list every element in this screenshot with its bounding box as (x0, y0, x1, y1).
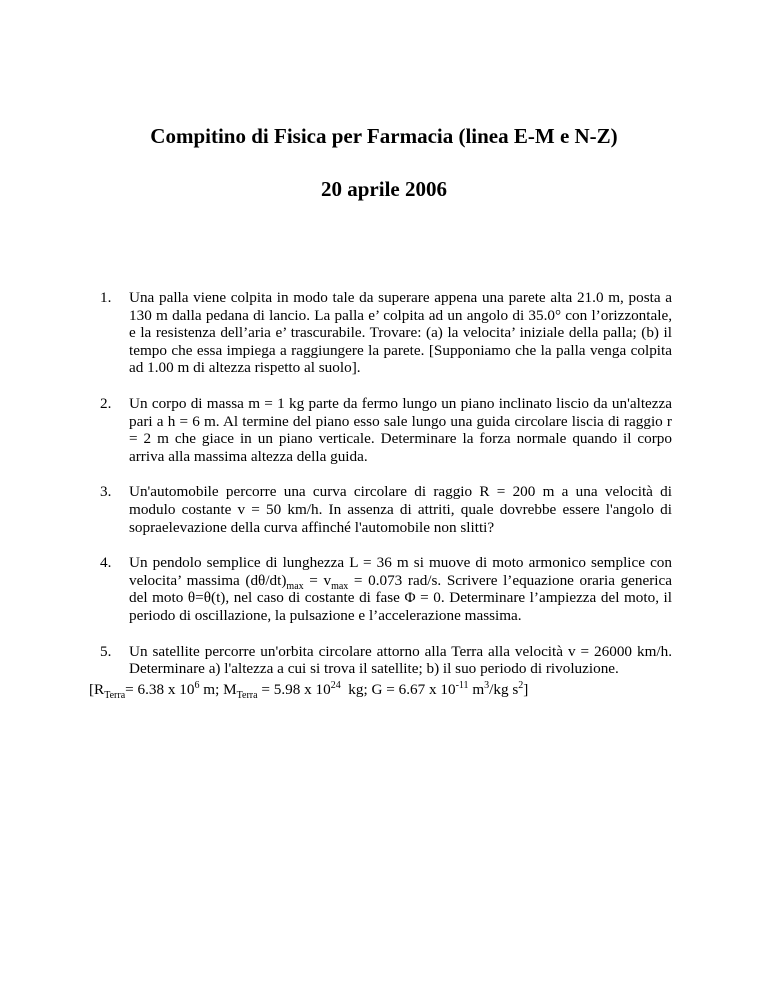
problem-list (100, 289, 672, 678)
exponent: -11 (455, 679, 469, 691)
problem-number: 2. (100, 394, 112, 412)
constants-part: m; M (199, 681, 237, 698)
problem-number: 5. (100, 642, 112, 660)
exponent: 3 (484, 679, 490, 691)
problem-text-part: = 0.073 rad/s. Scrivere l’equazione oraria generica del moto θ=θ(t), nel caso di costante di fase Φ = 0. Determinare l’ampiezza del moto, il periodo di oscillazione, la pulsazione e l’accelerazione massima. (129, 571, 672, 624)
problem-5 (100, 643, 672, 678)
problem-number: 4. (100, 554, 112, 572)
problem-text: Un satellite percorre un'orbita circolare attorno alla Terra alla velocità v = 26000 km/h. Determinare a) l'altezza a cui si trova il satellite; b) il suo periodo di rivoluzione. (129, 642, 672, 678)
constants-part: m (468, 681, 485, 698)
problem-text (129, 554, 672, 624)
physical-constants (89, 679, 529, 702)
problem-number: 3. (100, 483, 112, 501)
subscript: max (286, 580, 304, 592)
problem-2 (100, 395, 672, 465)
exam-date: 20 aprile 2006 (321, 177, 447, 201)
problem-text-part: = v (303, 571, 332, 589)
exponent: 6 (194, 679, 200, 691)
subscript: max (331, 580, 349, 592)
page-title: Compitino di Fisica per Farmacia (linea E-M e N-Z) (150, 124, 618, 148)
problem-text: Un corpo di massa m = 1 kg parte da fermo lungo un piano inclinato liscio da un'altezza pari a h = 6 m. Al termine del piano esso sale lungo una guida circolare liscia di raggio r = 2 m che giace in un piano verticale. Determinare la forza normale quando il corpo arriva alla massima altezza della guida. (129, 394, 672, 465)
constants-part: = 6.38 x 10 (125, 681, 195, 698)
constants-part: ] (523, 681, 529, 698)
problem-text-part: Un pendolo semplice di lunghezza L = 36 m si muove di moto armonico semplice con velocita’ massima (dθ/dt) (129, 554, 672, 589)
constants-part: = 5.98 x 10 (257, 681, 331, 698)
problem-3 (100, 483, 672, 536)
exponent: 24 (330, 679, 341, 691)
problem-1 (100, 289, 672, 377)
constants-part: kg; G = 6.67 x 10 (340, 681, 456, 698)
constants-part: /kg s (489, 681, 519, 698)
problem-4 (100, 554, 672, 624)
exponent: 2 (518, 679, 524, 691)
problem-number: 1. (100, 289, 112, 306)
problem-text: Un'automobile percorre una curva circolare di raggio R = 200 m a una velocità di modulo costante v = 50 km/h. In assenza di attriti, quale dovrebbe essere l'angolo di sopraelevazione della curva affinché l'automobile non slitti? (129, 483, 672, 536)
subscript: Terra (236, 690, 258, 702)
constants-part: [R (89, 681, 105, 698)
subscript: Terra (104, 690, 126, 702)
problem-text: Una palla viene colpita in modo tale da superare appena una parete alta 21.0 m, posta a 130 m dalla pedana di lancio. La palla e’ colpita ad un angolo di 35.0° con l’orizzontale, e la resistenza dell’aria e’ trascurabile. Trovare: (a) la velocita’ iniziale della palla; (b) il tempo che essa impiega a raggiungere la parete. [Supponiamo che la palla venga colpita ad 1.00 m di altezza rispetto al suolo]. (129, 289, 672, 377)
